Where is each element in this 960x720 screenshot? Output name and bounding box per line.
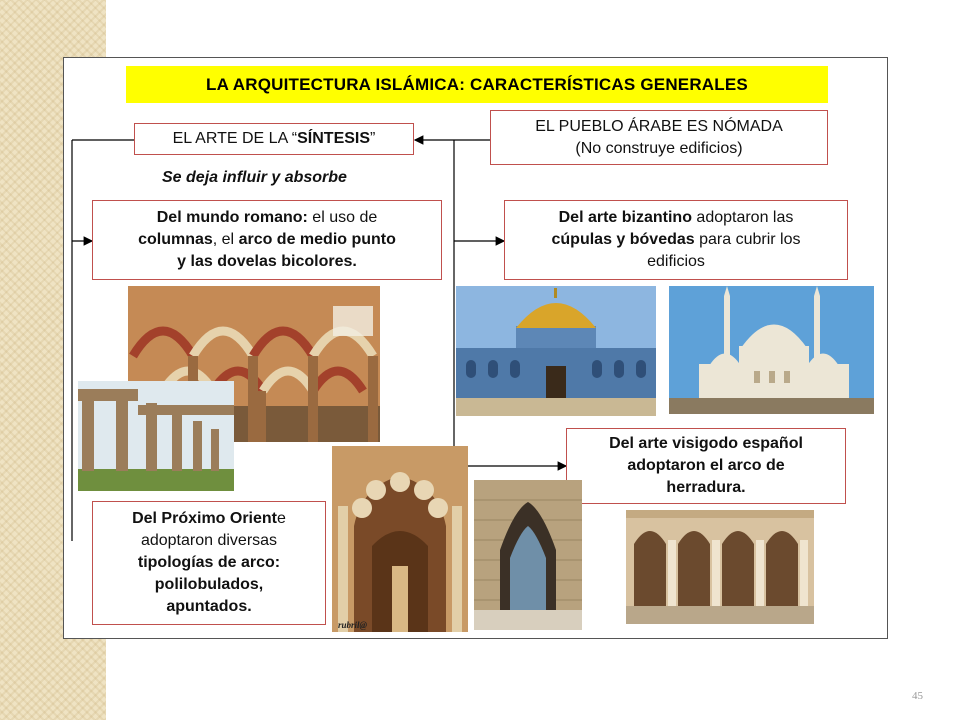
- nomada-box: [490, 110, 828, 165]
- pointed-arch-photo: [474, 480, 582, 630]
- oriente-bold-1: Del Próximo Orient: [132, 510, 277, 527]
- bizantino-text-1: adoptaron las: [691, 209, 794, 226]
- photo-signature: rubril@: [338, 620, 367, 630]
- bizantino-text-3: edificios: [647, 253, 705, 270]
- romano-bold-2: columnas: [138, 231, 213, 248]
- oriente-text-1: e: [277, 510, 286, 527]
- slide-content: [63, 57, 888, 639]
- page-number: 45: [912, 690, 923, 702]
- polylobed-arch-photo: [332, 446, 468, 632]
- sintesis-bold: SÍNTESIS: [297, 130, 371, 147]
- visigodo-line3: herradura.: [666, 479, 746, 496]
- romano-text-2: , el: [212, 231, 239, 248]
- romano-text-1: el uso de: [307, 209, 378, 226]
- nomada-line1: EL PUEBLO ÁRABE ES NÓMADA: [535, 117, 783, 135]
- romano-bold-1: Del mundo romano:: [156, 209, 308, 226]
- slide-title: LA ARQUITECTURA ISLÁMICA: CARACTERÍSTICAS GENERALES: [126, 66, 828, 103]
- visigodo-box: [566, 428, 846, 504]
- romano-bold-4: y las dovelas bicolores.: [177, 253, 357, 270]
- bizantino-box: [504, 200, 848, 280]
- sintesis-box: [134, 123, 414, 155]
- visigodo-line1: Del arte visigodo español: [609, 435, 803, 452]
- influye-text: Se deja influir y absorbe: [162, 169, 347, 186]
- oriente-box: [92, 501, 326, 625]
- visigodo-line2: adoptaron el arco de: [627, 457, 785, 474]
- oriente-text-2: adoptaron diversas: [140, 532, 278, 549]
- bizantino-bold-1: Del arte bizantino: [558, 209, 692, 226]
- ottoman-mosque-photo: [669, 286, 874, 414]
- sintesis-suffix: ”: [370, 130, 376, 147]
- oriente-bold-2: tipologías de arco:: [137, 554, 281, 571]
- sintesis-prefix: EL ARTE DE LA “: [172, 130, 298, 147]
- dome-of-the-rock-photo: [456, 286, 656, 416]
- horseshoe-arcade-photo: [626, 510, 814, 624]
- nomada-line2: (No construye edificios): [575, 139, 743, 157]
- oriente-bold-3: polilobulados,: [154, 576, 264, 593]
- oriente-bold-4: apuntados.: [166, 598, 252, 615]
- romano-box: [92, 200, 442, 280]
- bizantino-text-2: para cubrir los: [694, 231, 801, 248]
- bizantino-bold-2: cúpulas y bóvedas: [551, 231, 695, 248]
- roman-aqueduct-photo: [78, 381, 234, 491]
- romano-bold-3: arco de medio punto: [238, 231, 396, 248]
